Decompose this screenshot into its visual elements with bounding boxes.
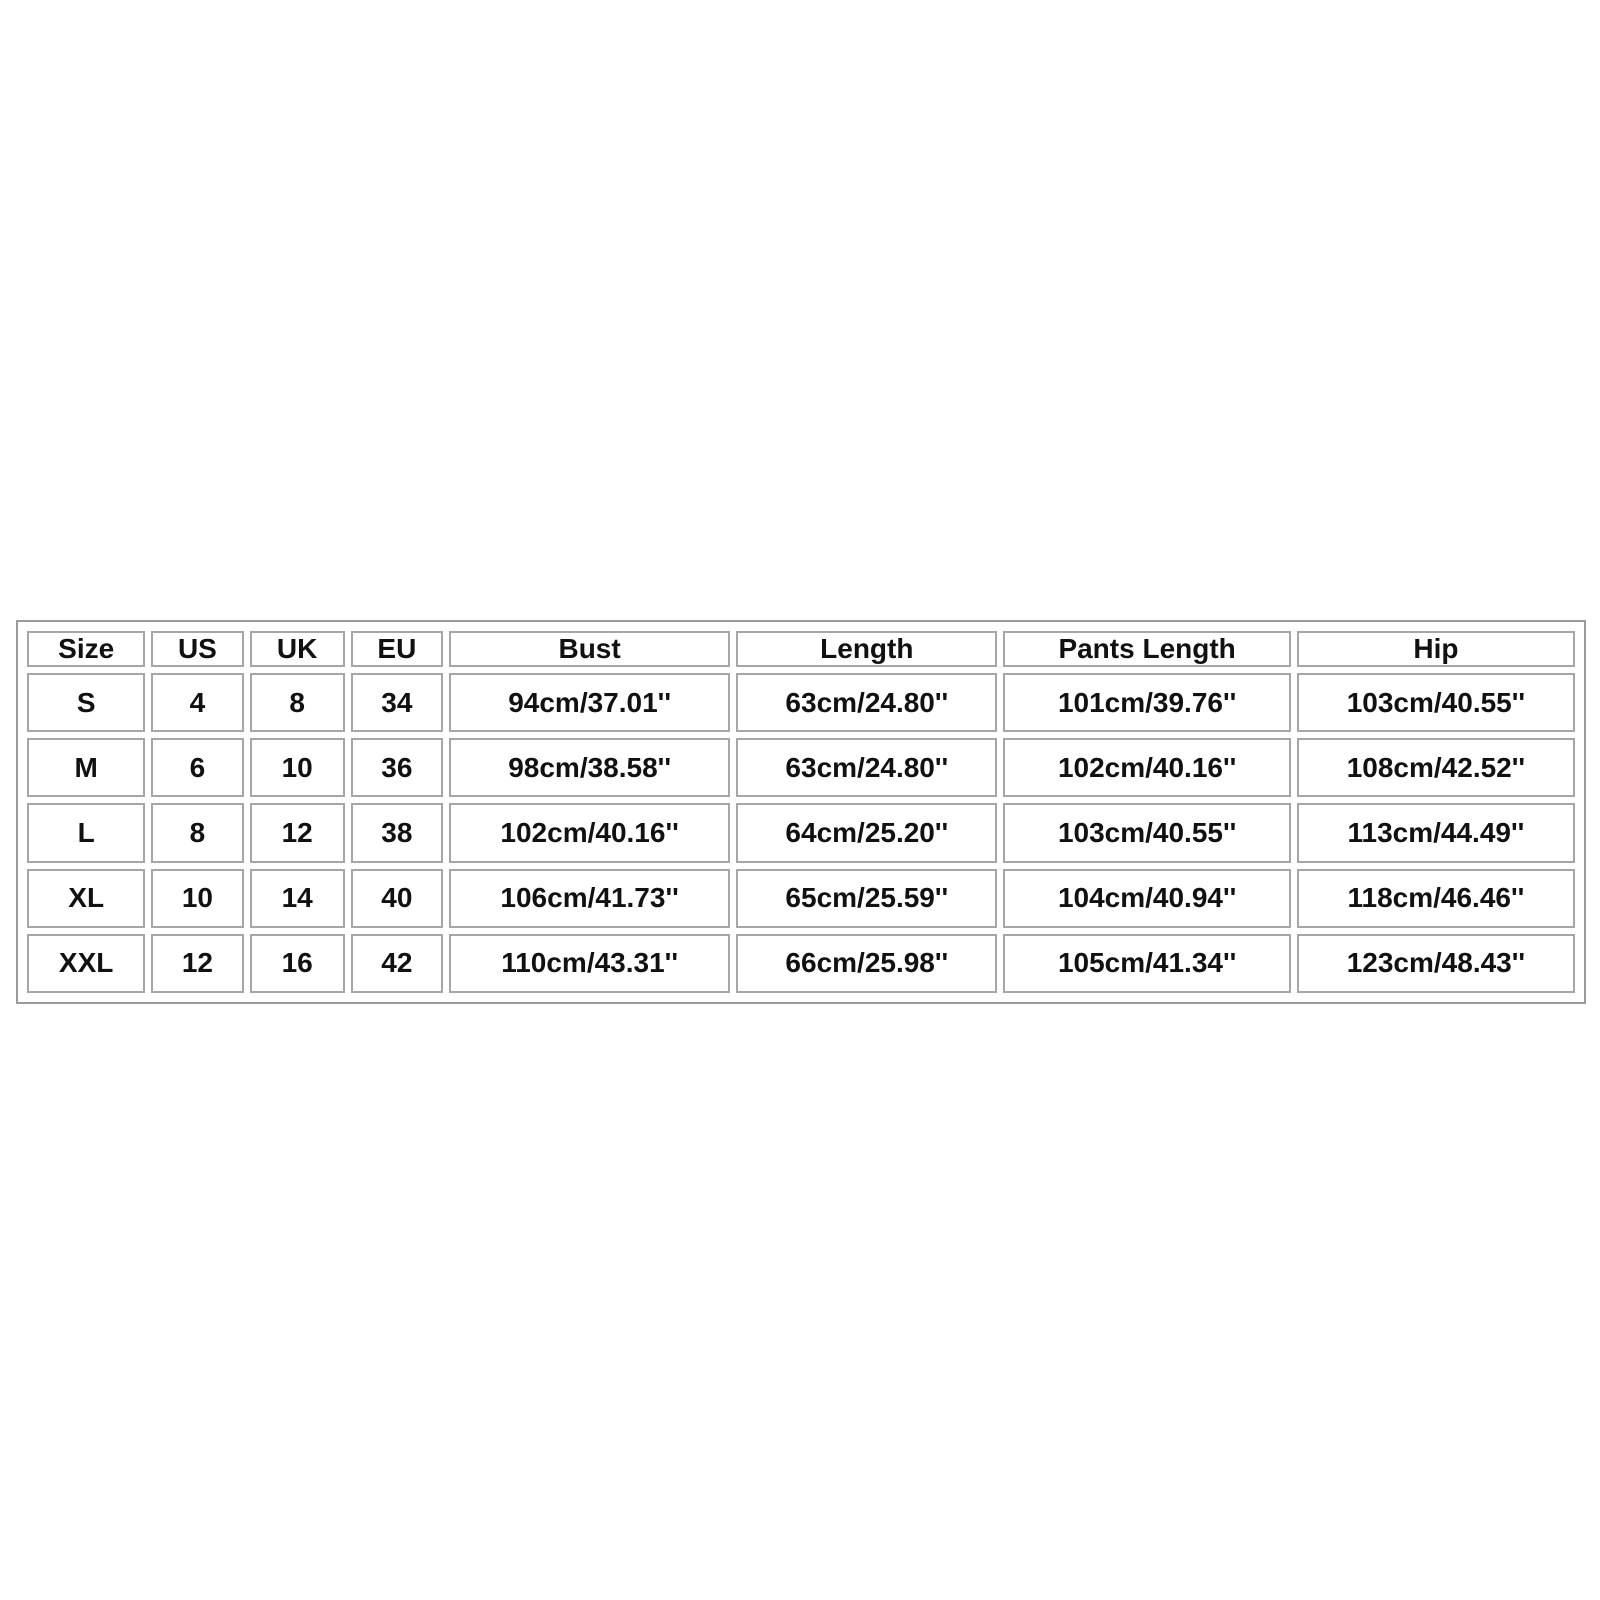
cell-uk: 16 bbox=[250, 934, 345, 993]
cell-hip: 103cm/40.55'' bbox=[1297, 673, 1575, 732]
cell-uk: 14 bbox=[250, 869, 345, 928]
cell-bust: 98cm/38.58'' bbox=[449, 738, 730, 797]
cell-hip: 113cm/44.49'' bbox=[1297, 803, 1575, 862]
column-header-bust: Bust bbox=[449, 631, 730, 667]
column-header-pants-length: Pants Length bbox=[1003, 631, 1290, 667]
cell-us: 10 bbox=[151, 869, 243, 928]
column-header-size: Size bbox=[27, 631, 145, 667]
cell-us: 4 bbox=[151, 673, 243, 732]
cell-bust: 94cm/37.01'' bbox=[449, 673, 730, 732]
cell-hip: 123cm/48.43'' bbox=[1297, 934, 1575, 993]
cell-hip: 108cm/42.52'' bbox=[1297, 738, 1575, 797]
cell-size: XL bbox=[27, 869, 145, 928]
cell-pants-length: 103cm/40.55'' bbox=[1003, 803, 1290, 862]
cell-us: 12 bbox=[151, 934, 243, 993]
cell-length: 66cm/25.98'' bbox=[736, 934, 997, 993]
cell-eu: 34 bbox=[351, 673, 443, 732]
cell-eu: 42 bbox=[351, 934, 443, 993]
cell-length: 63cm/24.80'' bbox=[736, 673, 997, 732]
cell-uk: 8 bbox=[250, 673, 345, 732]
cell-pants-length: 104cm/40.94'' bbox=[1003, 869, 1290, 928]
size-chart-table-frame bbox=[16, 620, 1586, 1004]
cell-uk: 10 bbox=[250, 738, 345, 797]
cell-length: 64cm/25.20'' bbox=[736, 803, 997, 862]
cell-size: XXL bbox=[27, 934, 145, 993]
size-chart-table bbox=[21, 625, 1581, 999]
cell-eu: 38 bbox=[351, 803, 443, 862]
cell-length: 63cm/24.80'' bbox=[736, 738, 997, 797]
column-header-length: Length bbox=[736, 631, 997, 667]
table-row bbox=[27, 934, 1575, 993]
cell-size: M bbox=[27, 738, 145, 797]
cell-us: 6 bbox=[151, 738, 243, 797]
cell-uk: 12 bbox=[250, 803, 345, 862]
column-header-hip: Hip bbox=[1297, 631, 1575, 667]
cell-hip: 118cm/46.46'' bbox=[1297, 869, 1575, 928]
cell-pants-length: 102cm/40.16'' bbox=[1003, 738, 1290, 797]
cell-us: 8 bbox=[151, 803, 243, 862]
cell-bust: 110cm/43.31'' bbox=[449, 934, 730, 993]
table-row bbox=[27, 803, 1575, 862]
column-header-us: US bbox=[151, 631, 243, 667]
table-row bbox=[27, 673, 1575, 732]
table-row bbox=[27, 869, 1575, 928]
table-row bbox=[27, 738, 1575, 797]
cell-eu: 40 bbox=[351, 869, 443, 928]
cell-size: L bbox=[27, 803, 145, 862]
table-header-row bbox=[27, 631, 1575, 667]
cell-bust: 102cm/40.16'' bbox=[449, 803, 730, 862]
cell-bust: 106cm/41.73'' bbox=[449, 869, 730, 928]
cell-size: S bbox=[27, 673, 145, 732]
cell-length: 65cm/25.59'' bbox=[736, 869, 997, 928]
column-header-eu: EU bbox=[351, 631, 443, 667]
cell-eu: 36 bbox=[351, 738, 443, 797]
column-header-uk: UK bbox=[250, 631, 345, 667]
cell-pants-length: 105cm/41.34'' bbox=[1003, 934, 1290, 993]
cell-pants-length: 101cm/39.76'' bbox=[1003, 673, 1290, 732]
